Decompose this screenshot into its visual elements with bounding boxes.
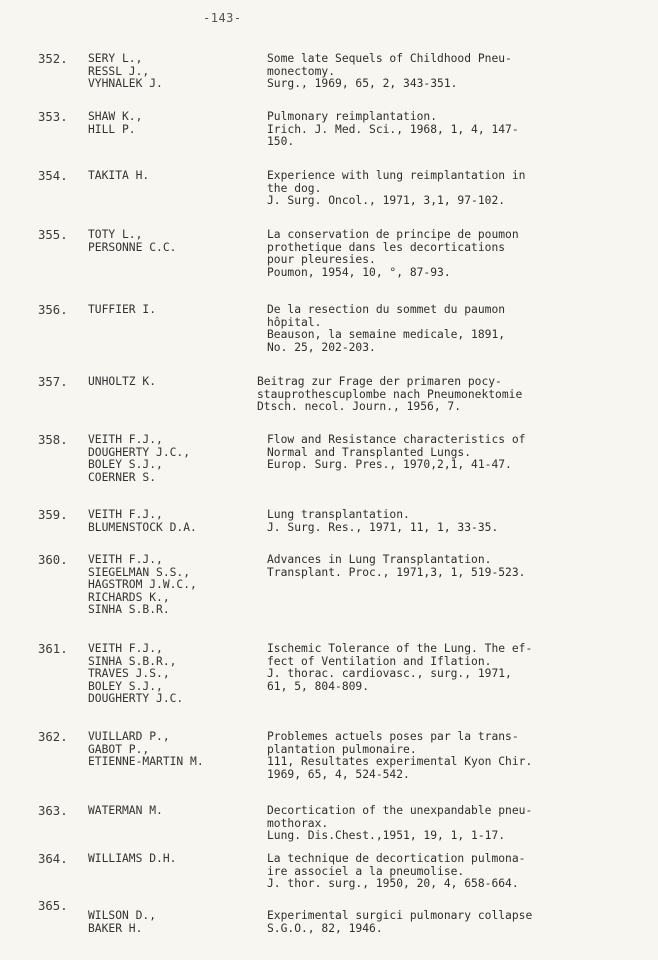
- entry-authors: [88, 170, 266, 183]
- author-name: VEITH F.J.,: [88, 433, 163, 446]
- reference-line: 1969, 65, 4, 524-542.: [267, 767, 410, 781]
- entry-reference: [267, 53, 621, 91]
- entry-number: 363.: [38, 804, 68, 818]
- reference-line: Decortication of the unexpandable pneu-: [267, 804, 533, 817]
- reference-line: Ischemic Tolerance of the Lung. The ef-: [267, 642, 533, 655]
- reference-line: J. thorac. cardiovasc., surg., 1971,: [267, 667, 512, 681]
- entry-authors: [88, 229, 266, 254]
- author-name: ETIENNE-MARTIN M.: [88, 755, 204, 769]
- entry-reference: [267, 170, 621, 208]
- reference-line: Dtsch. necol. Journ., 1956, 7.: [257, 400, 462, 414]
- reference-line: prothetique dans les decortications: [267, 240, 506, 254]
- reference-line: Transplant. Proc., 1971,3, 1, 519-523.: [267, 565, 526, 579]
- entry-number: 353.: [38, 110, 68, 124]
- reference-line: J. Surg. Oncol., 1971, 3,1, 97-102.: [267, 194, 506, 208]
- author-name: RICHARDS K.,: [88, 590, 170, 604]
- author-name: VUILLARD P.,: [88, 730, 170, 743]
- reference-line: La technique de decortication pulmona-: [267, 852, 526, 865]
- reference-line: J. thor. surg., 1950, 20, 4, 658-664.: [267, 877, 519, 891]
- reference-line: 111, Resultates experimental Kyon Chir.: [267, 755, 533, 769]
- entry-authors: [88, 554, 266, 617]
- reference-line: Some late Sequels of Childhood Pneu-: [267, 52, 512, 65]
- entry-reference: [267, 643, 621, 693]
- entry-reference: [267, 853, 621, 891]
- author-name: WILSON D.,: [88, 909, 157, 922]
- author-name: VEITH F.J.,: [88, 553, 163, 566]
- reference-line: fect of Ventilation and Iflation.: [267, 654, 492, 668]
- entry-reference: [267, 434, 621, 472]
- entry-reference: [267, 509, 621, 534]
- reference-line: the dog.: [267, 181, 322, 195]
- reference-line: De la resection du sommet du paumon: [267, 303, 506, 316]
- author-name: BAKER H.: [88, 921, 143, 935]
- author-name: SIEGELMAN S.S.,: [88, 565, 191, 579]
- entry-reference: [267, 304, 621, 354]
- entry-reference: [267, 731, 621, 781]
- author-name: SINHA S.B.R.: [88, 603, 170, 617]
- entry-authors: [88, 853, 266, 866]
- entry-reference: [257, 376, 611, 414]
- author-name: HILL P.: [88, 122, 136, 136]
- entry-number: 362.: [38, 730, 68, 744]
- reference-line: J. Surg. Res., 1971, 11, 1, 33-35.: [267, 520, 499, 534]
- entry-authors: [88, 805, 266, 818]
- author-name: DOUGHERTY J.C.,: [88, 445, 191, 459]
- entry-authors: [88, 53, 266, 91]
- author-name: BLUMENSTOCK D.A.: [88, 520, 197, 534]
- reference-line: hôpital.: [267, 315, 322, 329]
- reference-line: Europ. Surg. Pres., 1970,2,1, 41-47.: [267, 458, 512, 472]
- author-name: VEITH F.J.,: [88, 508, 163, 521]
- author-name: TRAVES J.S.,: [88, 667, 170, 681]
- author-name: TUFFIER I.: [88, 303, 157, 316]
- entry-number: 355.: [38, 228, 68, 242]
- author-name: WILLIAMS D.H.: [88, 852, 177, 865]
- reference-line: Flow and Resistance characteristics of: [267, 433, 526, 446]
- entry-number: 352.: [38, 52, 68, 66]
- entry-number: 360.: [38, 553, 68, 567]
- entry-authors: [88, 111, 266, 136]
- reference-line: Surg., 1969, 65, 2, 343-351.: [267, 77, 458, 91]
- author-name: SINHA S.B.R.,: [88, 654, 177, 668]
- entry-number: 358.: [38, 433, 68, 447]
- reference-line: 61, 5, 804-809.: [267, 679, 370, 693]
- reference-line: Irich. J. Med. Sci., 1968, 1, 4, 147-: [267, 122, 519, 136]
- entry-number: 357.: [38, 375, 68, 389]
- author-name: VEITH F.J.,: [88, 642, 163, 655]
- entry-authors: [88, 304, 266, 317]
- author-name: RESSL J.,: [88, 64, 150, 78]
- entry-reference: [267, 910, 621, 935]
- reference-line: monectomy.: [267, 64, 336, 78]
- reference-line: Advances in Lung Transplantation.: [267, 553, 492, 566]
- entry-number: 361.: [38, 642, 68, 656]
- entry-number: 365.: [38, 899, 68, 913]
- reference-line: Normal and Transplanted Lungs.: [267, 445, 472, 459]
- entry-reference: [267, 229, 621, 279]
- author-name: BOLEY S.J.,: [88, 679, 163, 693]
- author-name: WATERMAN M.: [88, 804, 163, 817]
- reference-line: Experimental surgici pulmonary collapse: [267, 909, 533, 922]
- reference-line: S.G.O., 82, 1946.: [267, 921, 383, 935]
- entry-authors: [88, 509, 266, 534]
- entry-authors: [88, 376, 266, 389]
- author-name: TAKITA H.: [88, 169, 150, 182]
- author-name: SERY L.,: [88, 52, 143, 65]
- entry-reference: [267, 805, 621, 843]
- reference-line: No. 25, 202-203.: [267, 340, 376, 354]
- reference-line: plantation pulmonaire.: [267, 742, 417, 756]
- entry-authors: [88, 910, 266, 935]
- author-name: BOLEY S.J.,: [88, 458, 163, 472]
- reference-line: Lung transplantation.: [267, 508, 410, 521]
- page-number: -143-: [203, 11, 242, 25]
- reference-line: Problemes actuels poses par la trans-: [267, 730, 519, 743]
- entry-number: 359.: [38, 508, 68, 522]
- author-name: UNHOLTZ K.: [88, 375, 157, 388]
- reference-line: stauprothescuplombe nach Pneumonektomie: [257, 387, 523, 401]
- author-name: COERNER S.: [88, 470, 157, 484]
- reference-line: 150.: [267, 135, 295, 149]
- author-name: GABOT P.,: [88, 742, 150, 756]
- entry-number: 356.: [38, 303, 68, 317]
- reference-line: La conservation de principe de poumon: [267, 228, 519, 241]
- author-name: VYHNALEK J.: [88, 77, 163, 91]
- reference-line: Pulmonary reimplantation.: [267, 110, 438, 123]
- reference-line: pour pleuresies.: [267, 253, 376, 267]
- reference-line: Beitrag zur Frage der primaren pocy-: [257, 375, 502, 388]
- reference-line: ire associel a la pneumolise.: [267, 864, 465, 878]
- reference-line: Poumon, 1954, 10, °, 87-93.: [267, 265, 451, 279]
- author-name: TOTY L.,: [88, 228, 143, 241]
- entry-number: 364.: [38, 852, 68, 866]
- entry-reference: [267, 111, 621, 149]
- entry-authors: [88, 643, 266, 706]
- reference-line: Lung. Dis.Chest.,1951, 19, 1, 1-17.: [267, 829, 506, 843]
- reference-line: mothorax.: [267, 816, 329, 830]
- reference-line: Experience with lung reimplantation in: [267, 169, 526, 182]
- reference-line: Beauson, la semaine medicale, 1891,: [267, 328, 506, 342]
- author-name: PERSONNE C.C.: [88, 240, 177, 254]
- entry-authors: [88, 434, 266, 484]
- entry-authors: [88, 731, 266, 769]
- author-name: DOUGHERTY J.C.: [88, 692, 184, 706]
- author-name: SHAW K.,: [88, 110, 143, 123]
- entry-number: 354.: [38, 169, 68, 183]
- entry-reference: [267, 554, 621, 579]
- author-name: HAGSTROM J.W.C.,: [88, 578, 197, 592]
